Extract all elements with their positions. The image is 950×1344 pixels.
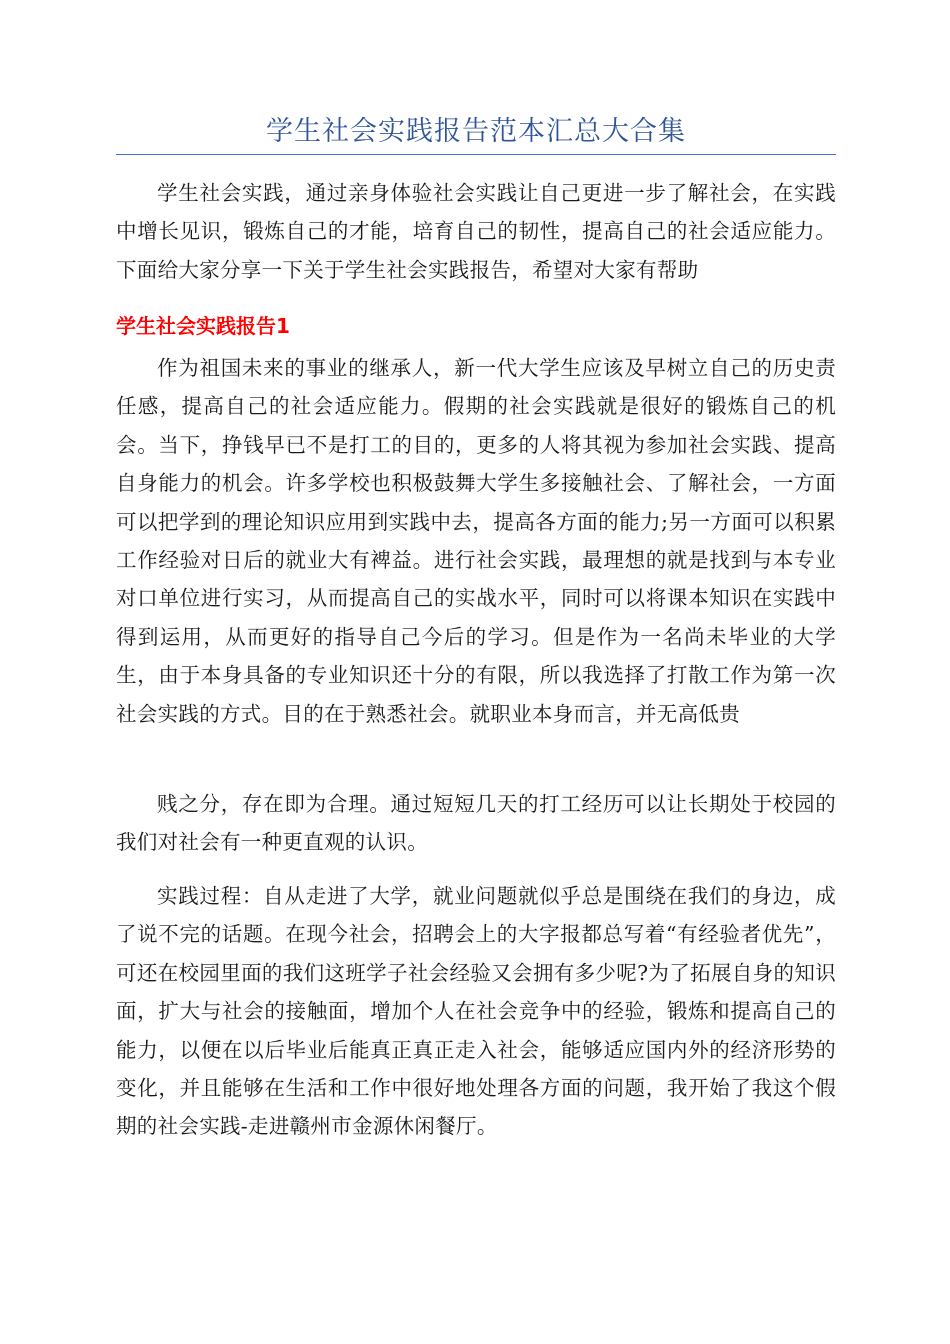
title-underline-rule [116,154,836,155]
intro-paragraph: 学生社会实践，通过亲身体验社会实践让自己更进一步了解社会，在实践中增长见识，锻炼自己的才能，培育自己的韧性，提高自己的社会适应能力。下面给大家分享一下关于学生社会实践报告，希望对大家有帮助 [116,181,836,282]
section-heading: 学生社会实践报告1 [116,314,290,338]
body-paragraph-1: 作为祖国未来的事业的继承人，新一代大学生应该及早树立自己的历史责任感，提高自己的社会适应能力。假期的社会实践就是很好的锻炼自己的机会。当下，挣钱早已不是打工的目的，更多的人将其视为参加社会实践、提高自身能力的机会。许多学校也积极鼓舞大学生多接触社会、了解社会，一方面可以把学到的理论知识应用到实践中去，提高各方面的能力;另一方面可以积累工作经验对日后的就业大有裨益。进行社会实践，最理想的就是找到与本专业对口单位进行实习，从而提高自己的实战水平，同时可以将课本知识在实践中得到运用，从而更好的指导自己今后的学习。但是作为一名尚未毕业的大学生，由于本身具备的专业知识还十分的有限，所以我选择了打散工作为第一次社会实践的方式。目的在于熟悉社会。就职业本身而言，并无高低贵 [116,356,836,726]
body-paragraph-3: 实践过程：自从走进了大学，就业问题就似乎总是围绕在我们的身边，成了说不完的话题。在现今社会，招聘会上的大字报都总写着“有经验者优先”，可还在校园里面的我们这班学子社会经验又会拥有多少呢?为了拓展自身的知识面，扩大与社会的接触面，增加个人在社会竞争中的经验，锻炼和提高自己的能力，以便在以后毕业后能真正真正走入社会，能够适应国内外的经济形势的变化，并且能够在生活和工作中很好地处理各方面的问题，我开始了我这个假期的社会实践-走进赣州市金源休闲餐厅。 [116,884,836,1139]
document-title: 学生社会实践报告范本汇总大合集 [266,116,686,147]
body-paragraph-2: 贱之分，存在即为合理。通过短短几天的打工经历可以让长期处于校园的我们对社会有一种更直观的认识。 [116,792,836,855]
